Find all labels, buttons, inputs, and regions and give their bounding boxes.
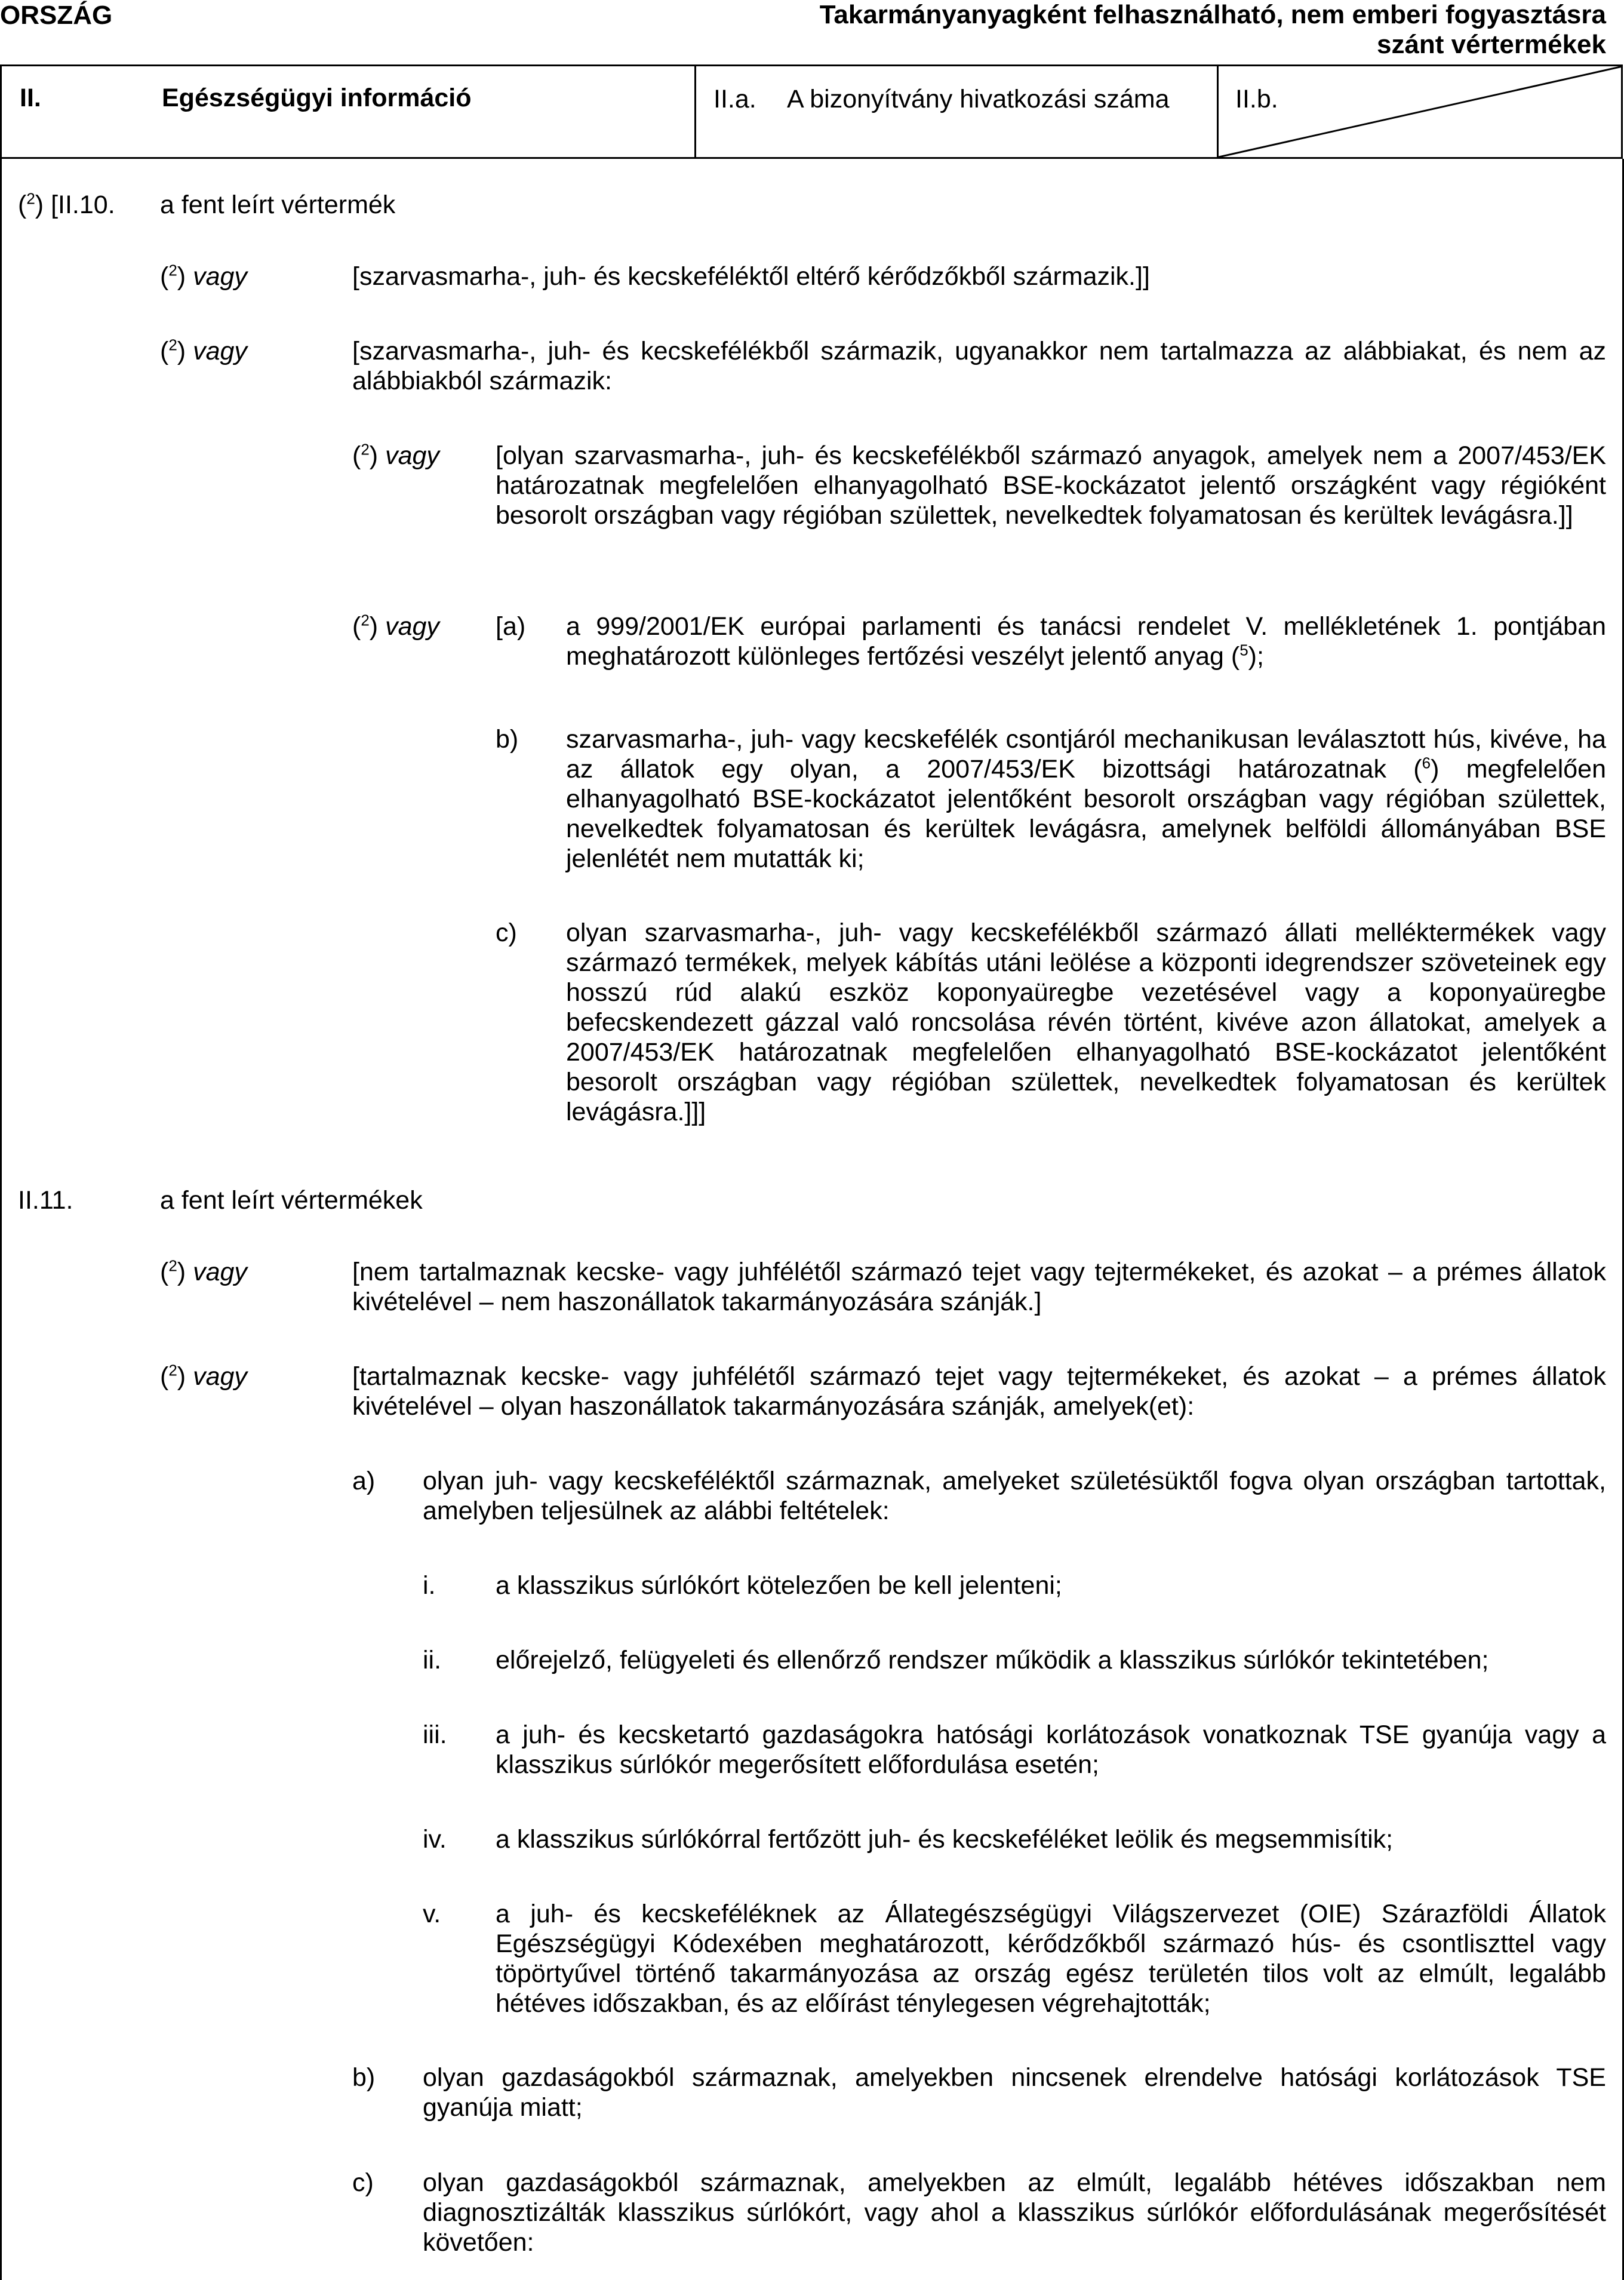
option-marker: ($^2$) vagy	[160, 1361, 247, 1391]
section-title: Egészségügyi információ	[162, 84, 472, 112]
list-label: c)	[352, 2168, 374, 2197]
ii11-a: olyan juh- vagy kecskeféléktől származnak, amelyeket születésüktől fogva olyan országban tartottak, amelyben teljesülnek az alábbi feltételek:	[423, 1467, 1606, 1525]
left-border	[0, 159, 2, 2280]
list-label: iv.	[423, 1825, 447, 1854]
ii10-title: a fent leírt vértermék	[160, 190, 396, 219]
ii10-option-1: [szarvasmarha-, juh- és kecskeféléktől eltérő kérődzőkből származik.]]	[352, 262, 1150, 291]
ii11-item-ii: előrejelző, felügyeleti és ellenőrző rendszer működik a klasszikus súrlókór tekintetében;	[496, 1646, 1489, 1674]
list-label: i.	[423, 1571, 436, 1600]
box-divider	[694, 66, 696, 157]
ii11-option-2: [tartalmaznak kecske- vagy juhfélétől származó tejet vagy tejtermékeket, és azokat – a prémes állatok kivételével – olyan haszonállatok takarmányozására szánják, amelyek(et):	[352, 1362, 1606, 1421]
ref-title: A bizonyítvány hivatkozási száma	[787, 85, 1170, 113]
list-label: b)	[352, 2063, 376, 2092]
list-label: [a)	[496, 612, 526, 641]
ii11-item-iii: a juh- és kecsketartó gazdaságokra hatósági korlátozások vonatkoznak TSE gyanúja vagy a klasszikus súrlókór megerősített előfordulása esetén;	[496, 1720, 1606, 1779]
section-number: II.	[20, 84, 41, 112]
ii11-item-v: a juh- és kecskeféléknek az Állategészségügyi Világszervezet (OIE) Szárazföldi Állatok Egészségügyi Kódexében meghatározott, kérődzőkből származó hús- és csontliszttel vagy töpörtyűvel történő takarmányozása az ország egész területén tilos volt az elmúlt, legalább hétéves időszakban, és az előírást ténylegesen végrehajtották;	[496, 1900, 1606, 2018]
ii10-sub2-c: olyan szarvasmarha-, juh- vagy kecskefélékből származó állati melléktermékek vagy származó termékek, melyek kábítás utáni leölése a központi idegrendszer szöveteinek egy hosszú rúd alakú eszköz koponyaüregbe vezetésével vagy a koponyaüregbe befecskendezett gázzal való roncsolása révén történt, kivéve azon állatokat, amelyek a 2007/453/EK határozatnak megfelelően elhanyagolható BSE-kockázatot jelentőként besorolt országban vagy régióban születtek, nevelkedtek folyamatosan és kerültek levágásra.]]]	[566, 918, 1606, 1126]
option-marker: ($^2$) vagy	[160, 336, 247, 365]
document-title: Takarmányanyagként felhasználható, nem emberi fogyasztásra szánt vértermékek	[819, 0, 1606, 59]
option-marker: ($^2$) vagy	[160, 261, 247, 291]
country-label: ORSZÁG	[0, 1, 113, 30]
ii11-number: II.11.	[18, 1186, 73, 1215]
ii10-sub-option-1: [olyan szarvasmarha-, juh- és kecskefélékből származó anyagok, amelyek nem a 2007/453/EK határozatnak megfelelően elhanyagolható BSE-kockázatot jelentő országként vagy régióként besorolt országban vagy régióban születtek, nevelkedtek folyamatosan és kerültek levágásra.]]	[496, 441, 1606, 530]
ii10-option-2: [szarvasmarha-, juh- és kecskefélékből származik, ugyanakkor nem tartalmazza az alábbiakat, és nem az alábbiakból származik:	[352, 337, 1606, 395]
ii11-c: olyan gazdaságokból származnak, amelyekben az elmúlt, legalább hétéves időszakban nem diagnosztizálták klasszikus súrlókórt, vagy ahol a klasszikus súrlókór előfordulásának megerősítését követően:	[423, 2168, 1606, 2257]
list-label: iii.	[423, 1720, 447, 1749]
list-label: a)	[352, 1467, 376, 1495]
ii10-sub2-b: szarvasmarha-, juh- vagy kecskefélék csontjáról mechanikusan leválasztott hús, kivéve, ha az állatok egy olyan, a 2007/453/EK bizottsági határozatnak ($^6$) megfelelően elhanyagolható BSE-kockázatot jelentőként besorolt országban vagy régióban születtek, nevelkedtek folyamatosan és kerültek levágásra, amelynek belföldi állományában BSE jelenlétét nem mutatták ki;	[566, 725, 1606, 873]
list-label: b)	[496, 725, 519, 754]
option-marker: ($^2$) vagy	[352, 440, 439, 470]
ii11-item-i: a klasszikus súrlókórt kötelezően be kell jelenteni;	[496, 1571, 1062, 1600]
ii11-item-iv: a klasszikus súrlókórral fertőzött juh- és kecskeféléket leölik és megsemmisítik;	[496, 1825, 1394, 1854]
footnote-ref: 2	[26, 189, 35, 208]
option-marker: ($^2$) vagy	[160, 1256, 247, 1286]
ii11-option-1: [nem tartalmaznak kecske- vagy juhfélétől származó tejet vagy tejtermékeket, és azokat – a prémes állatok kivételével – nem haszonállatok takarmányozására szánják.]	[352, 1258, 1606, 1316]
ii11-title: a fent leírt vértermékek	[160, 1186, 423, 1215]
diagonal-strike	[1219, 66, 1623, 157]
list-label: ii.	[423, 1646, 442, 1674]
ref-number-label: II.a.	[713, 85, 756, 113]
ii11-b: olyan gazdaságokból származnak, amelyekben nincsenek elrendelve hatósági korlátozások TSE gyanúja miatt;	[423, 2063, 1606, 2122]
iib-label: II.b.	[1235, 85, 1278, 113]
list-label: v.	[423, 1900, 441, 1928]
ii10-number: ($^2$) [II.10.	[18, 189, 115, 219]
ii10-sub2-a: a 999/2001/EK európai parlamenti és tanácsi rendelet V. mellékletének 1. pontjában meghatározott különleges fertőzési veszélyt jelentő anyag ($^5$);	[566, 612, 1606, 671]
list-label: c)	[496, 918, 517, 947]
option-marker: ($^2$) vagy	[352, 611, 439, 641]
section-header-box	[0, 64, 1623, 159]
